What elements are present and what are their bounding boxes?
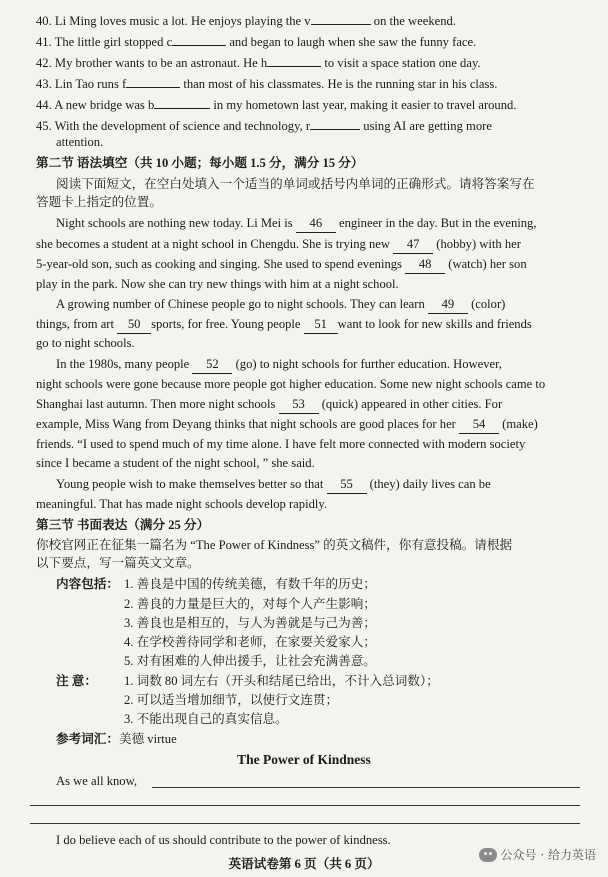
question-40: 40. Li Ming loves music a lot. He enjoys playing the v on the weekend. [36,14,456,28]
content-point: 3. 善良也是相互的，与人为善就是与己为善； [124,616,376,630]
passage-line: A growing number of Chinese people go to night schools. They can learn 49 (color) [56,296,505,314]
content-point: 2. 善良的力量是巨大的，对每个人产生影响； [124,597,376,611]
blank-49[interactable]: 49 [428,296,468,314]
blank-46[interactable]: 46 [296,215,336,233]
blank-53[interactable]: 53 [279,396,319,414]
passage-line: since I became a student of the night school, ” she said. [36,456,315,470]
essay-end: I do believe each of us should contribute to the power of kindness. [56,833,391,847]
passage-line: Young people wish to make themselves better so that 55 (they) daily lives can be [56,476,491,494]
watermark: 公众号 · 给力英语 [479,846,596,863]
section2-instructions: 阅读下面短文，在空白处填入一个适当的单词或括号内单词的正确形式。请将答案写在 [56,177,535,191]
answer-blank[interactable] [310,117,360,130]
question-45-continued: attention. [56,135,104,149]
blank-51[interactable]: 51 [304,316,338,334]
passage-line: example, Miss Wang from Deyang thinks that night schools are good places for her 54 (make) [36,416,538,434]
content-point: 5. 对有困难的人伸出援手，让社会充满善意。 [124,654,376,668]
question-45: 45. With the development of science and technology, r using AI are getting more [36,119,492,133]
passage-line: Night schools are nothing new today. Li Mei is 46 engineer in the day. But in the evening, [56,215,536,233]
passage-line: things, from art 50 sports, for free. Young people 51 want to look for new skills and friends [36,316,532,334]
answer-blank[interactable] [311,12,371,25]
passage-line: In the 1980s, many people 52 (go) to night schools for further education. However, [56,356,502,374]
content-point: 1. 善良是中国的传统美德，有数千年的历史； [124,577,376,591]
page-footer: 英语试卷第 6 页（共 6 页） [228,857,380,871]
vocab-line: 参考词汇：美德 virtue [56,732,177,746]
essay-start: As we all know, [56,774,138,788]
section3-intro-cont: 以下要点，写一篇英文文章。 [36,556,200,570]
wechat-icon [479,848,497,862]
note-label: 注 意： [56,674,97,688]
writing-line[interactable] [30,805,580,806]
note-item: 3. 不能出现自己的真实信息。 [124,712,288,726]
content-label: 内容包括： [56,577,119,591]
section3-heading: 第三节 书面表达（满分 25 分） [36,518,210,532]
section2-instructions-cont: 答题卡上指定的位置。 [36,195,162,209]
answer-blank[interactable] [172,33,226,46]
blank-47[interactable]: 47 [393,236,433,254]
note-item: 2. 可以适当增加细节，以使行文连贯； [124,693,339,707]
essay-title: The Power of Kindness [237,752,371,767]
answer-blank[interactable] [154,96,210,109]
answer-blank[interactable] [267,54,321,67]
passage-line: friends. “I used to spend much of my time alone. I have felt more connected with modern society [36,437,526,451]
section2-heading: 第二节 语法填空（共 10 小题；每小题 1.5 分，满分 15 分） [36,156,364,170]
question-42: 42. My brother wants to be an astronaut. He h to visit a space station one day. [36,56,481,70]
blank-52[interactable]: 52 [192,356,232,374]
passage-line: play in the park. Now she can try new things with him at a night school. [36,277,399,291]
passage-line: meaningful. That has made night schools develop rapidly. [36,497,327,511]
section3-intro: 你校官网正在征集一篇名为 “The Power of Kindness” 的英文稿件，你有意投稿。请根据 [36,538,513,552]
passage-line: 5-year-old son, such as cooking and singing. She used to spend evenings 48 (watch) her son [36,256,527,274]
passage-line: she becomes a student at a night school in Chengdu. She is trying new 47 (hobby) with her [36,236,521,254]
passage-line: Shanghai last autumn. Then more night schools 53 (quick) appeared in other cities. For [36,396,502,414]
blank-48[interactable]: 48 [405,256,445,274]
passage-line: go to night schools. [36,336,135,350]
content-point: 4. 在学校善待同学和老师，在家要关爱家人； [124,635,376,649]
blank-54[interactable]: 54 [459,416,499,434]
writing-line[interactable] [152,787,580,788]
blank-55[interactable]: 55 [327,476,367,494]
writing-line[interactable] [30,823,580,824]
blank-50[interactable]: 50 [117,316,151,334]
question-41: 41. The little girl stopped c and began to laugh when she saw the funny face. [36,35,477,49]
question-43: 43. Lin Tao runs f than most of his classmates. He is the running star in his class. [36,77,498,91]
passage-line: night schools were gone because more people got higher education. Some new night schools came to [36,377,546,391]
note-item: 1. 词数 80 词左右（开头和结尾已给出，不计入总词数）； [124,674,439,688]
question-44: 44. A new bridge was b in my hometown last year, making it easier to travel around. [36,98,517,112]
answer-blank[interactable] [126,75,180,88]
